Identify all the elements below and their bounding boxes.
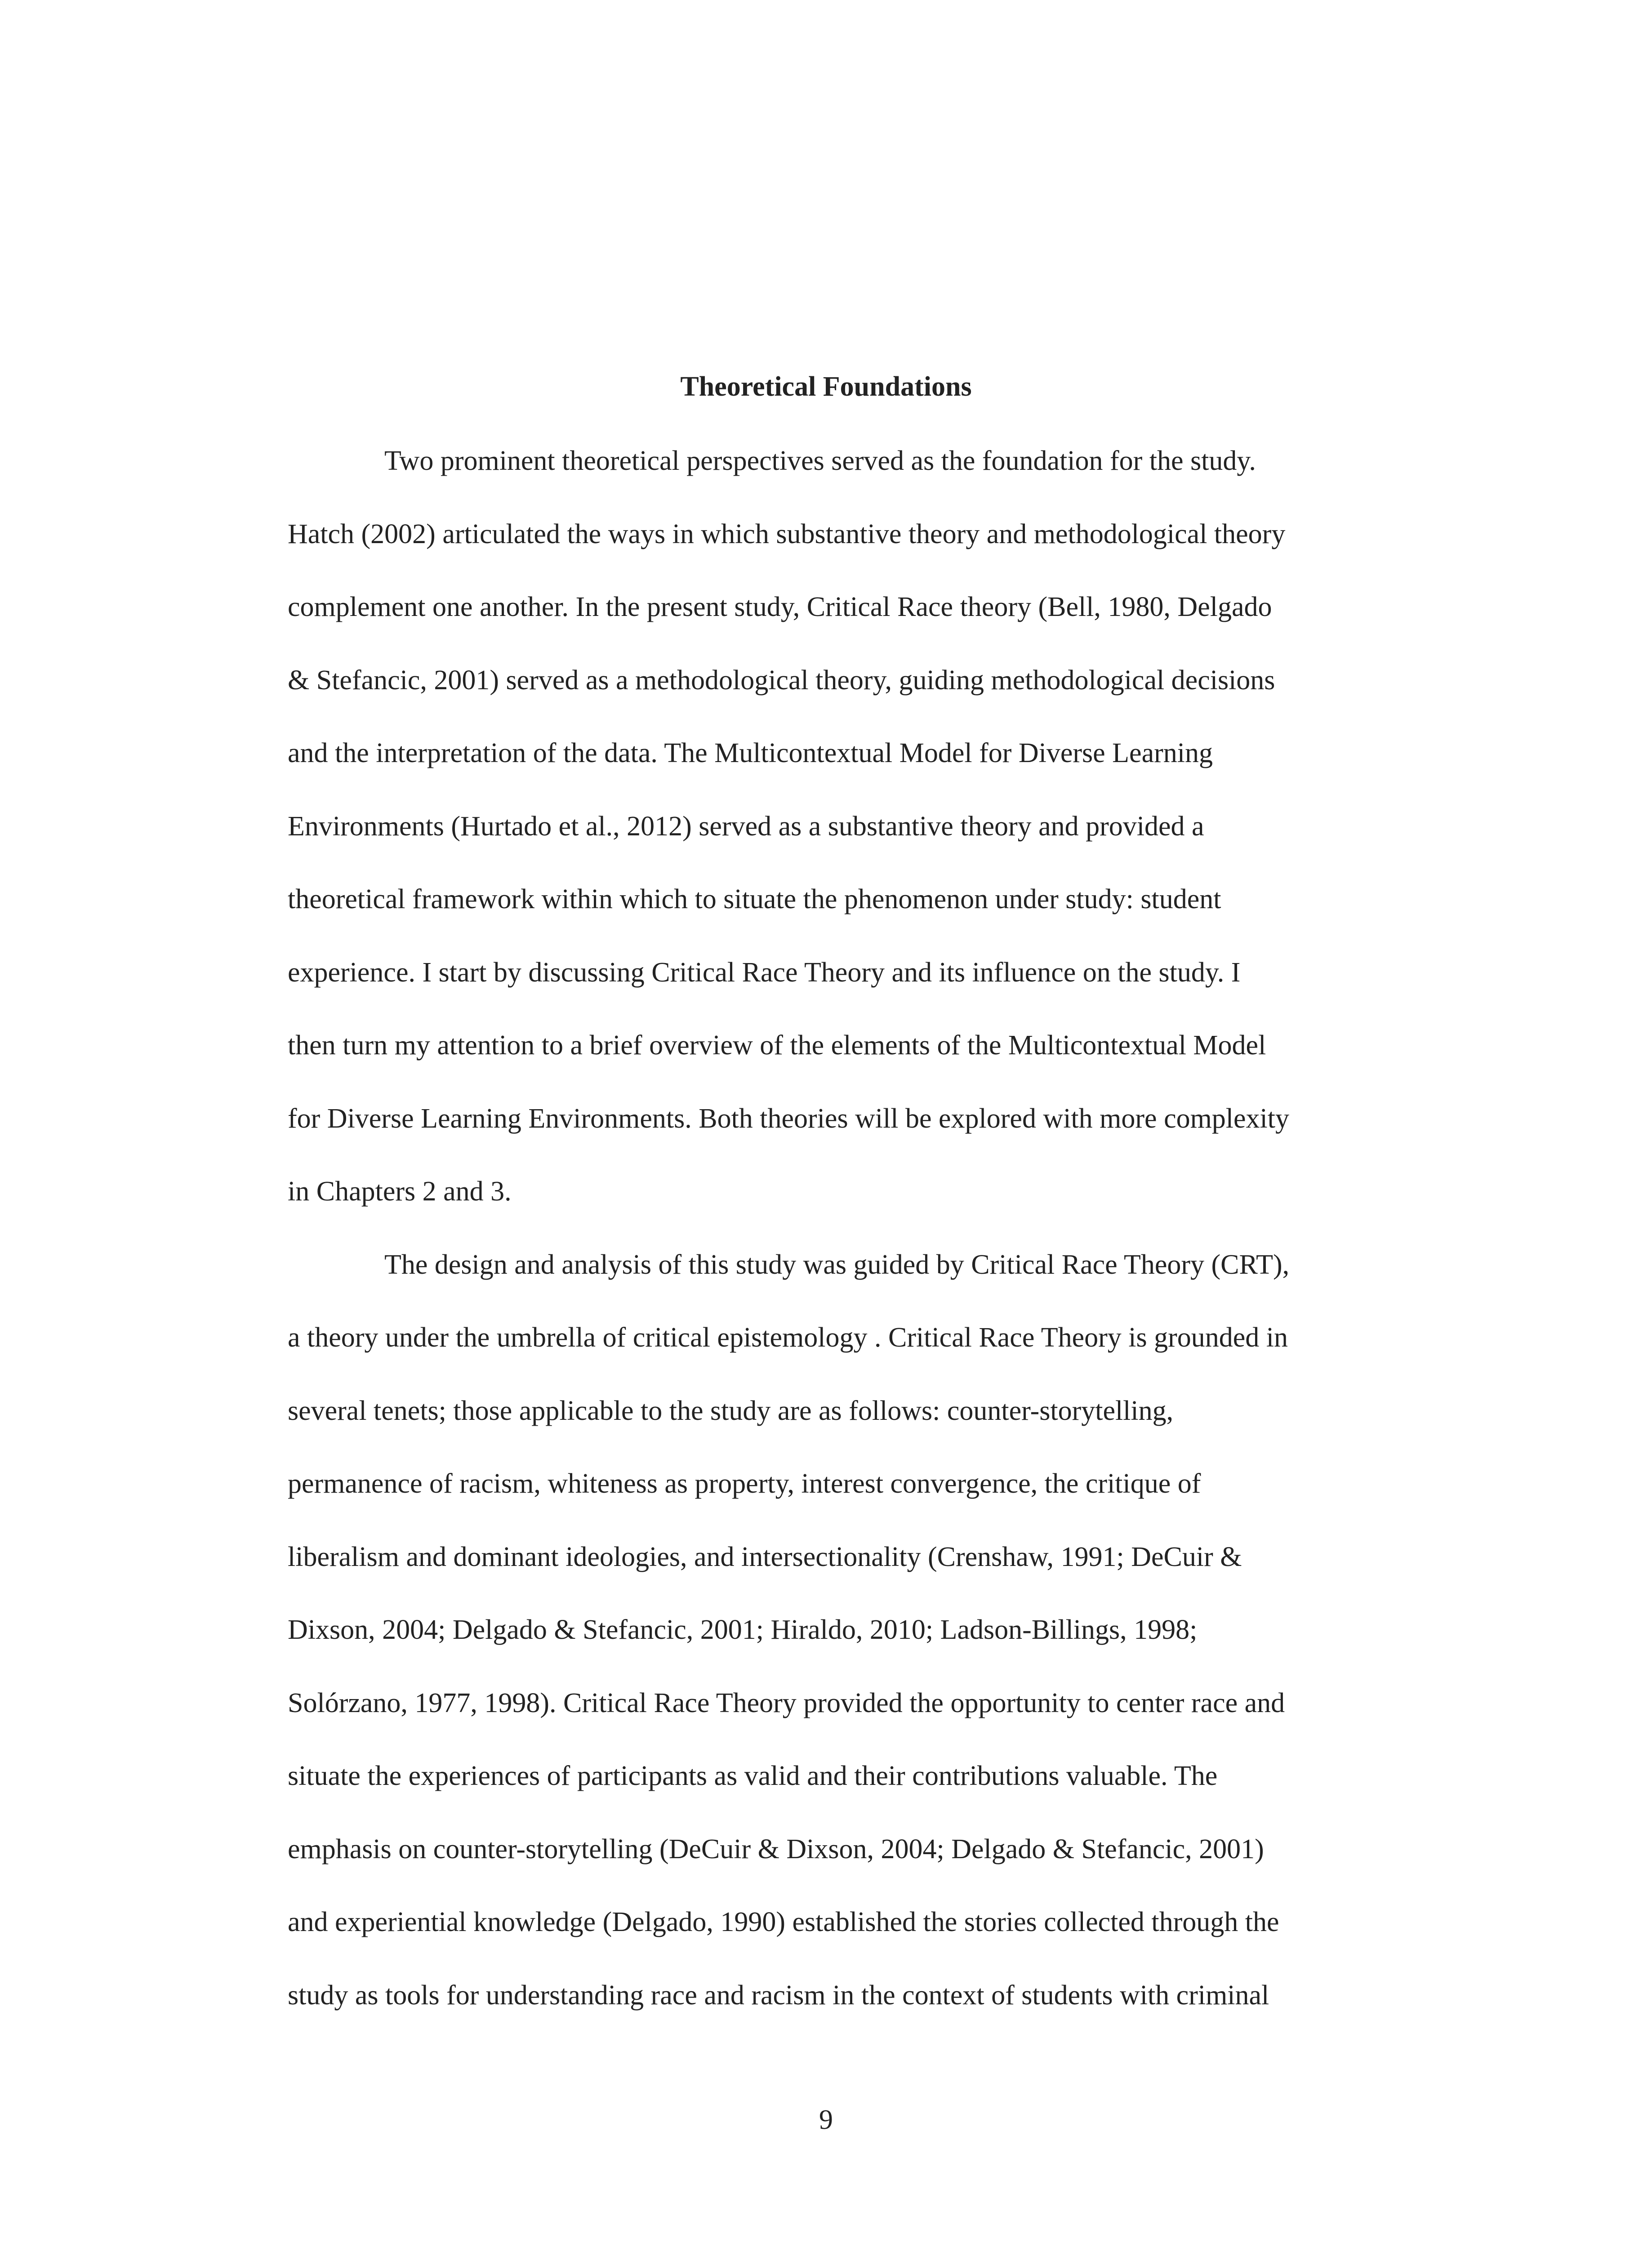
paragraph-1-line-2: Hatch (2002) articulated the ways in which substantive theory and methodological theory (288, 518, 1286, 549)
paragraph-1-line-6: Environments (Hurtado et al., 2012) served as a substantive theory and provided a (288, 811, 1204, 842)
paragraph-2-line-11: study as tools for understanding race and racism in the context of students with criminal (288, 1980, 1269, 2011)
paragraph-2-line-9: emphasis on counter-storytelling (DeCuir & Dixson, 2004; Delgado & Stefancic, 2001) (288, 1833, 1264, 1864)
paragraph-2-line-3: several tenets; those applicable to the study are as follows: counter-storytelling, (288, 1395, 1174, 1426)
section-heading: Theoretical Foundations (680, 371, 972, 402)
paragraph-1-line-7: theoretical framework within which to situate the phenomenon under study: student (288, 884, 1221, 914)
paragraph-2-line-10: and experiential knowledge (Delgado, 1990) established the stories collected through the (288, 1907, 1279, 1937)
paragraph-1-line-3: complement one another. In the present study, Critical Race theory (Bell, 1980, Delgado (288, 592, 1272, 622)
paragraph-2-line-6: Dixson, 2004; Delgado & Stefancic, 2001; Hiraldo, 2010; Ladson-Billings, 1998; (288, 1615, 1198, 1645)
paragraph-1-line-10: for Diverse Learning Environments. Both theories will be explored with more complexity (288, 1103, 1290, 1134)
paragraph-1-line-11: in Chapters 2 and 3. (288, 1176, 512, 1207)
paragraph-1-line-5: and the interpretation of the data. The Multicontextual Model for Diverse Learning (288, 738, 1213, 768)
paragraph-2-line-5: liberalism and dominant ideologies, and intersectionality (Crenshaw, 1991; DeCuir & (288, 1541, 1242, 1572)
paragraph-1-line-9: then turn my attention to a brief overview of the elements of the Multicontextual Model (288, 1030, 1266, 1061)
paragraph-2-line-4: permanence of racism, whiteness as property, interest convergence, the critique of (288, 1468, 1201, 1499)
body-text (288, 438, 1429, 2046)
paragraph-2-line-2: a theory under the umbrella of critical epistemology . Critical Race Theory is grounded in (288, 1322, 1288, 1353)
page-number: 9 (819, 2105, 833, 2135)
paragraph-2-line-7: Solórzano, 1977, 1998). Critical Race Theory provided the opportunity to center race and (288, 1687, 1285, 1718)
paragraph-1-line-8: experience. I start by discussing Critical Race Theory and its influence on the study. I (288, 957, 1241, 988)
paragraph-1-line-4: & Stefancic, 2001) served as a methodological theory, guiding methodological decisions (288, 665, 1275, 696)
paragraph-1-line-1: Two prominent theoretical perspectives served as the foundation for the study. (384, 446, 1256, 476)
paragraph-2-line-8: situate the experiences of participants as valid and their contributions valuable. The (288, 1761, 1218, 1791)
paragraph-2-line-1: The design and analysis of this study was guided by Critical Race Theory (CRT), (384, 1249, 1290, 1280)
